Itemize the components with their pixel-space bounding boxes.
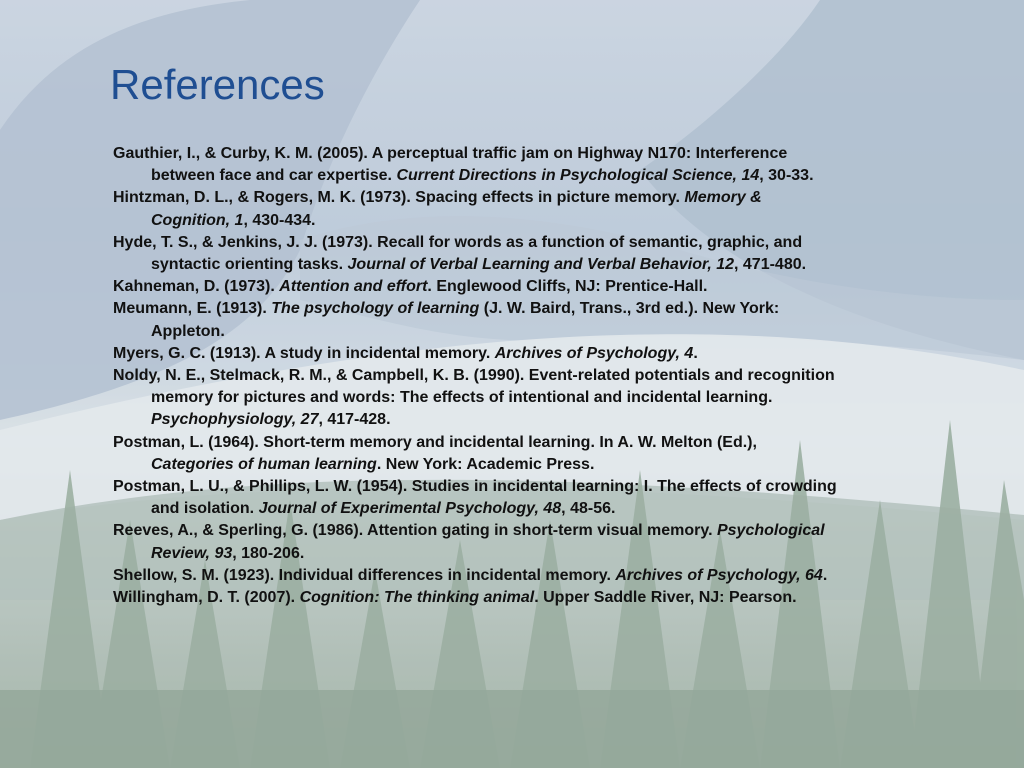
reference-item (113, 587, 963, 609)
reference-text: , 48-56. (561, 500, 616, 518)
reference-source-title: Journal of Experimental Psychology, 48 (258, 500, 562, 518)
reference-text: Reeves, A., & Sperling, G. (1986). Attention gating in short-term visual memory. (113, 522, 717, 540)
reference-text: Hintzman, D. L., & Rogers, M. K. (1973). Spacing effects in picture memory. (113, 189, 685, 207)
reference-source-title: Categories of human learning (151, 455, 377, 473)
reference-text: . Englewood Cliffs, NJ: Prentice-Hall. (427, 278, 708, 296)
reference-text: , 471-480. (734, 256, 807, 274)
reference-text: , 430-434. (243, 211, 316, 229)
reference-source-title: Attention and effort (279, 278, 428, 296)
reference-text: . (822, 566, 828, 584)
reference-list (113, 143, 963, 609)
reference-item (113, 143, 963, 187)
reference-item (113, 365, 963, 432)
reference-item (113, 343, 963, 365)
reference-item (113, 298, 963, 342)
reference-text: memory for pictures and words: The effects of intentional and incidental learning. (151, 389, 773, 407)
reference-text: Noldy, N. E., Stelmack, R. M., & Campbell, K. B. (1990). Event-related potentials and recognition (113, 367, 835, 385)
reference-item (113, 232, 963, 276)
reference-text: (J. W. Baird, Trans., 3rd ed.). New York: (479, 300, 780, 318)
reference-item (113, 276, 963, 298)
reference-source-title: Psychological (716, 522, 825, 540)
reference-text: Gauthier, I., & Curby, K. M. (2005). A perceptual traffic jam on Highway N170: Interference (113, 145, 788, 162)
reference-text: Shellow, S. M. (1923). Individual differences in incidental memory. (113, 566, 616, 584)
reference-text: Appleton. (151, 322, 225, 340)
reference-source-title: Journal of Verbal Learning and Verbal Behavior, 12 (347, 256, 734, 274)
reference-text: . Upper Saddle River, NJ: Pearson. (534, 589, 797, 607)
reference-text: . New York: Academic Press. (376, 455, 595, 473)
reference-text: and isolation. (151, 500, 259, 518)
reference-text: Myers, G. C. (1913). A study in incidental memory. (113, 344, 495, 362)
reference-source-title: Archives of Psychology, 64 (615, 566, 823, 584)
reference-source-title: Current Directions in Psychological Science, 14 (396, 167, 760, 185)
reference-source-title: Psychophysiology, 27 (151, 411, 319, 429)
reference-text: Kahneman, D. (1973). (113, 278, 280, 296)
reference-text: . (693, 344, 698, 362)
reference-text: Postman, L. U., & Phillips, L. W. (1954). Studies in incidental learning: I. The effects of crowding (113, 478, 837, 496)
reference-text: Postman, L. (1964). Short-term memory and incidental learning. In A. W. Melton (Ed.), (113, 433, 757, 451)
reference-item (113, 187, 963, 231)
reference-text: Meumann, E. (1913). (113, 300, 272, 318)
reference-text: , 30-33. (759, 167, 814, 185)
reference-text: , 180-206. (232, 544, 305, 562)
reference-item (113, 476, 963, 520)
reference-source-title: Cognition: The thinking animal (299, 589, 535, 607)
reference-source-title: Cognition, 1 (151, 211, 244, 229)
reference-text: Hyde, T. S., & Jenkins, J. J. (1973). Recall for words as a function of semantic, graphic, and (113, 233, 803, 251)
reference-source-title: Review, 93 (151, 544, 233, 562)
reference-text: , 417-428. (318, 411, 391, 429)
slide-title: References (110, 61, 325, 108)
reference-text: between face and car expertise. (151, 167, 397, 185)
reference-source-title: The psychology of learning (271, 300, 480, 318)
reference-text: Willingham, D. T. (2007). (113, 589, 300, 607)
reference-source-title: Archives of Psychology, 4 (494, 344, 694, 362)
reference-item (113, 565, 963, 587)
reference-item (113, 520, 963, 564)
reference-text: syntactic orienting tasks. (151, 256, 348, 274)
reference-source-title: Memory & (684, 189, 762, 207)
reference-item (113, 432, 963, 476)
